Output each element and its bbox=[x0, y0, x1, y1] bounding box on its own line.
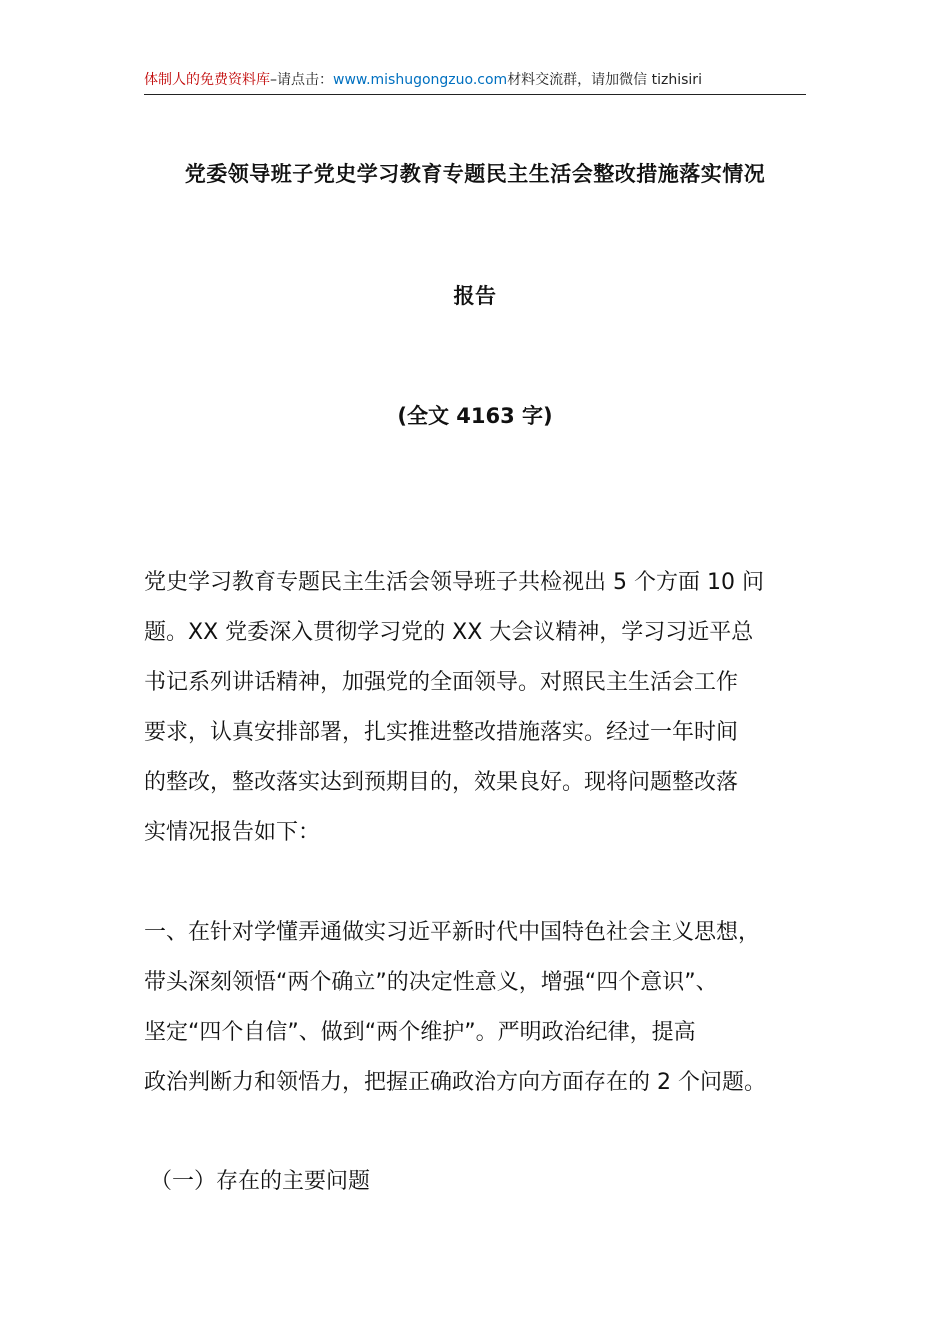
header-link[interactable]: www.mishugongzuo.com bbox=[333, 72, 508, 88]
paragraph-line: 题。XX 党委深入贯彻学习党的 XX 大会议精神，学习习近平总 bbox=[144, 620, 754, 645]
subsection-heading-text: （一）存在的主要问题 bbox=[150, 1169, 371, 1194]
subsection-heading bbox=[150, 1157, 830, 1207]
paragraph-line: 实情况报告如下： bbox=[144, 820, 321, 845]
page-header bbox=[144, 68, 806, 95]
paragraph-line: 党史学习教育专题民主生活会领导班子共检视出 5 个方面 10 问 bbox=[144, 570, 764, 595]
word-count: (全文 4163 字) bbox=[397, 404, 553, 428]
header-brand: 体制人的免费资料库 bbox=[144, 72, 270, 88]
paragraph-line: 书记系列讲话精神，加强党的全面领导。对照民主生活会工作 bbox=[144, 670, 739, 695]
paragraph-line: 带头深刻领悟“两个确立”的决定性意义，增强“四个意识”、 bbox=[144, 970, 718, 995]
document-title-line-2: 报告 bbox=[453, 284, 497, 308]
paragraph-line: 政治判断力和领悟力，把握正确政治方向方面存在的 2 个问题。 bbox=[144, 1070, 766, 1095]
paragraph-line: 要求，认真安排部署，扎实推进整改措施落实。经过一年时间 bbox=[144, 720, 739, 745]
paragraph-line: 坚定“四个自信”、做到“两个维护”。严明政治纪律，提高 bbox=[144, 1020, 696, 1045]
header-prompt: –请点击： bbox=[270, 72, 333, 88]
intro-paragraph bbox=[144, 558, 824, 858]
document-title-line-1: 党委领导班子党史学习教育专题民主生活会整改措施落实情况 bbox=[184, 162, 766, 186]
header-contact: 材料交流群，请加微信 tizhisiri bbox=[507, 72, 702, 88]
paragraph-line: 一、在针对学懂弄通做实习近平新时代中国特色社会主义思想， bbox=[144, 920, 761, 945]
paragraph-line: 的整改，整改落实达到预期目的，效果良好。现将问题整改落 bbox=[144, 770, 739, 795]
section-one-paragraph bbox=[144, 908, 824, 1108]
